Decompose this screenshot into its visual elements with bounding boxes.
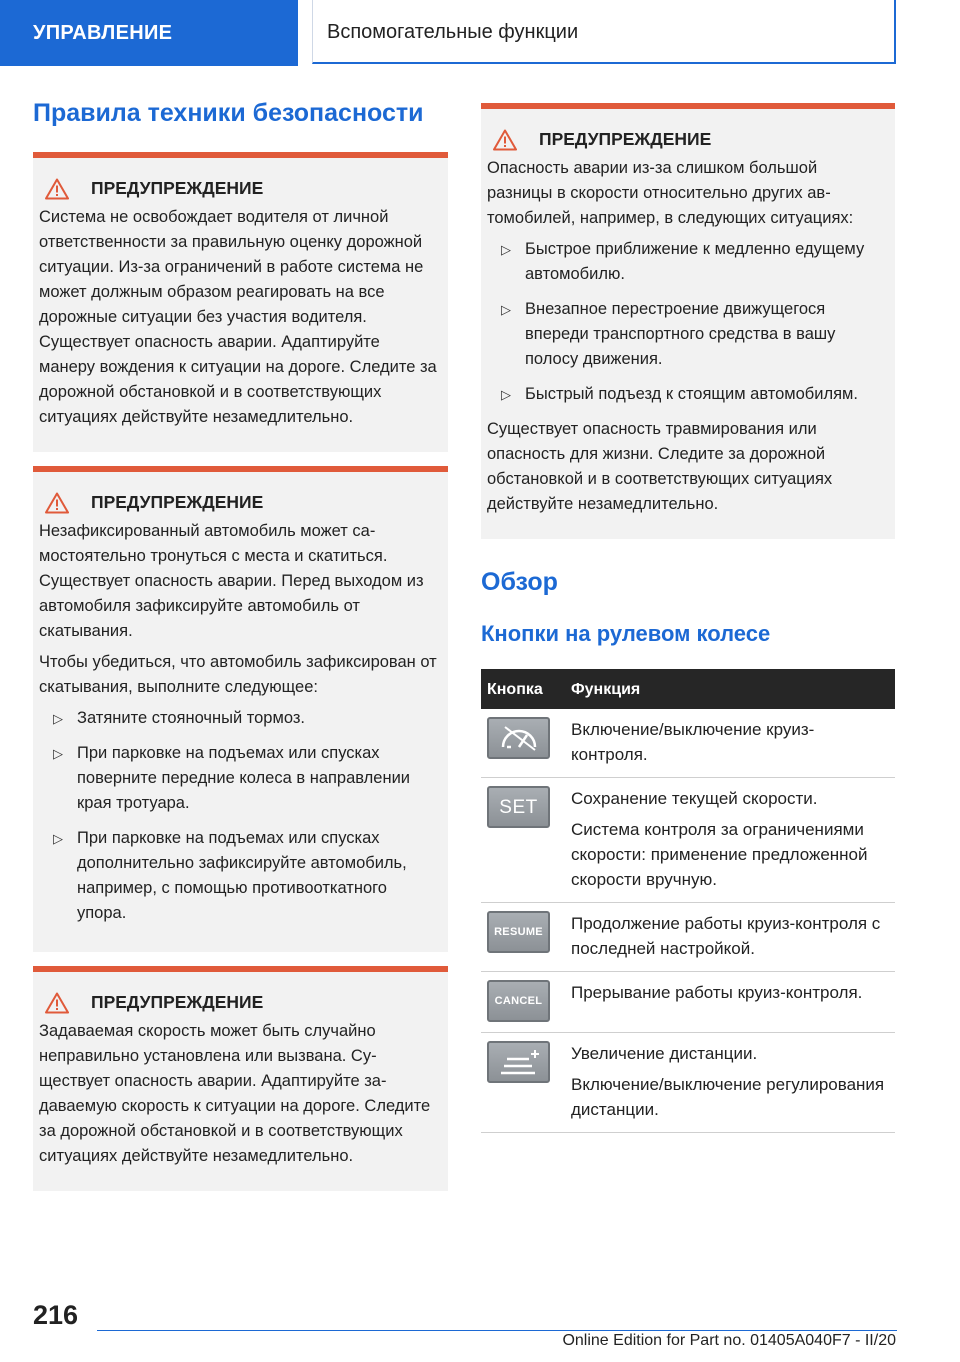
column-header-function: Функция bbox=[565, 669, 895, 709]
right-column bbox=[481, 103, 895, 1133]
list-item: ▷ Затяните стояночный тормоз. bbox=[39, 706, 440, 731]
chapter-title: Вспомогательные функции bbox=[312, 0, 896, 64]
triangle-bullet-icon: ▷ bbox=[501, 242, 511, 257]
table-row bbox=[481, 903, 895, 972]
warning-list bbox=[39, 706, 440, 926]
warning-title: ПРЕДУПРЕЖДЕНИЕ bbox=[91, 992, 264, 1012]
warning-text: Задаваемая скорость может быть случайно неправильно установлена или вызвана. Существует опасность аварии. Адаптируйте задаваемую скорость к ситуации на дороге. Следите за дорожной обстановкой и в соответствующих ситуациях действуйте незамедлительно. bbox=[39, 1022, 431, 1165]
buttons-table bbox=[481, 669, 895, 1133]
warning-triangle-icon bbox=[493, 129, 517, 151]
warning-list bbox=[487, 237, 887, 407]
warning-title: ПРЕДУПРЕЖДЕНИЕ bbox=[91, 178, 264, 198]
resume-icon: RESUME bbox=[487, 911, 550, 953]
table-row bbox=[481, 709, 895, 778]
warning-text: Опасность аварии из-за слишком большой разницы в скорости относительно других автомобилей, например, в следующих ситуациях: bbox=[487, 159, 854, 227]
table-row bbox=[481, 972, 895, 1033]
table-header-row bbox=[481, 669, 895, 709]
function-text: Включение/выключение регулирования дистанции. bbox=[571, 1075, 885, 1119]
list-item: ▷ Быстрый подъезд к стоящим автомобилям. bbox=[487, 382, 887, 407]
triangle-bullet-icon: ▷ bbox=[53, 831, 63, 846]
triangle-bullet-icon: ▷ bbox=[53, 711, 63, 726]
cruise-control-icon bbox=[487, 717, 550, 759]
function-text: Сохранение текущей скорости. bbox=[571, 789, 818, 808]
warning-triangle-icon bbox=[45, 492, 69, 514]
warning-triangle-icon bbox=[45, 178, 69, 200]
cancel-icon: CANCEL bbox=[487, 980, 550, 1022]
warning-box bbox=[33, 466, 448, 952]
warning-text: Система не освобождает водителя от личной ответственности за правильную оценку дорожной ситуации. Из-за ограничений в работе система не может должным образом реагировать на все дорожные ситуации без участия водителя. Существует опасность аварии. Адаптируйте манеру вождения к ситуации на дороге. Следите за дорожной обстановкой и в соответствующих ситуациях действуйте незамедлительно. bbox=[39, 208, 437, 426]
footer-divider bbox=[97, 1330, 897, 1331]
table-row bbox=[481, 1033, 895, 1133]
page-number: 216 bbox=[33, 1300, 79, 1330]
set-icon: SET bbox=[487, 786, 550, 828]
section-title: УПРАВЛЕНИЕ bbox=[0, 0, 298, 66]
column-header-button: Кнопка bbox=[481, 669, 565, 709]
warning-box bbox=[481, 103, 895, 539]
warning-box bbox=[33, 966, 448, 1191]
warning-title: ПРЕДУПРЕЖДЕНИЕ bbox=[91, 492, 264, 512]
left-column bbox=[33, 96, 448, 1191]
warning-title: ПРЕДУПРЕЖДЕНИЕ bbox=[539, 129, 712, 149]
list-item: ▷ При парковке на подъемах или спусках дополнительно зафиксируйте автомобиль, например, с помощью противооткатного упора. bbox=[39, 826, 440, 926]
function-text: Прерывание работы круиз-контроля. bbox=[571, 983, 863, 1002]
list-item: ▷ При парковке на подъемах или спусках поверните передние колеса в направлении края тротуара. bbox=[39, 741, 440, 816]
overview-heading: Обзор bbox=[481, 568, 558, 596]
warning-triangle-icon bbox=[45, 992, 69, 1014]
function-text: Включение/выключение круиз-контроля. bbox=[571, 720, 815, 764]
function-text: Продолжение работы круиз-контроля с последней настройкой. bbox=[571, 914, 881, 958]
function-text: Увеличение дистанции. bbox=[571, 1044, 758, 1063]
list-item: ▷ Быстрое приближение к медленно едущему автомобилю. bbox=[487, 237, 887, 287]
steering-wheel-buttons-heading: Кнопки на рулевом колесе bbox=[481, 621, 771, 646]
warning-box bbox=[33, 152, 448, 452]
warning-text: Существует опасность травмирования или опасность для жизни. Следите за дорожной обстановкой и в соответствующих ситуациях действуйте незамедлительно. bbox=[487, 420, 833, 513]
function-text: Система контроля за ограничениями скорости: применение предложенной скорости вручную. bbox=[571, 820, 868, 889]
triangle-bullet-icon: ▷ bbox=[501, 387, 511, 402]
edition-text: Online Edition for Part no. 01405A040F7 - II/20 bbox=[562, 1332, 896, 1349]
triangle-bullet-icon: ▷ bbox=[53, 746, 63, 761]
triangle-bullet-icon: ▷ bbox=[501, 302, 511, 317]
table-row bbox=[481, 778, 895, 903]
distance-icon bbox=[487, 1041, 550, 1083]
safety-rules-heading: Правила техники безопасности bbox=[33, 99, 424, 127]
warning-text: Чтобы убедиться, что автомобиль зафиксирован от скатывания, выполните следующее: bbox=[39, 653, 437, 696]
list-item: ▷ Внезапное перестроение движущегося впереди транспортного средства в вашу полосу движения. bbox=[487, 297, 887, 372]
warning-text: Незафиксированный автомобиль может самостоятельно тронуться с места и скатиться. Существует опасность аварии. Перед выходом из автомобиля зафиксируйте автомобиль от скатывания. bbox=[39, 522, 424, 640]
